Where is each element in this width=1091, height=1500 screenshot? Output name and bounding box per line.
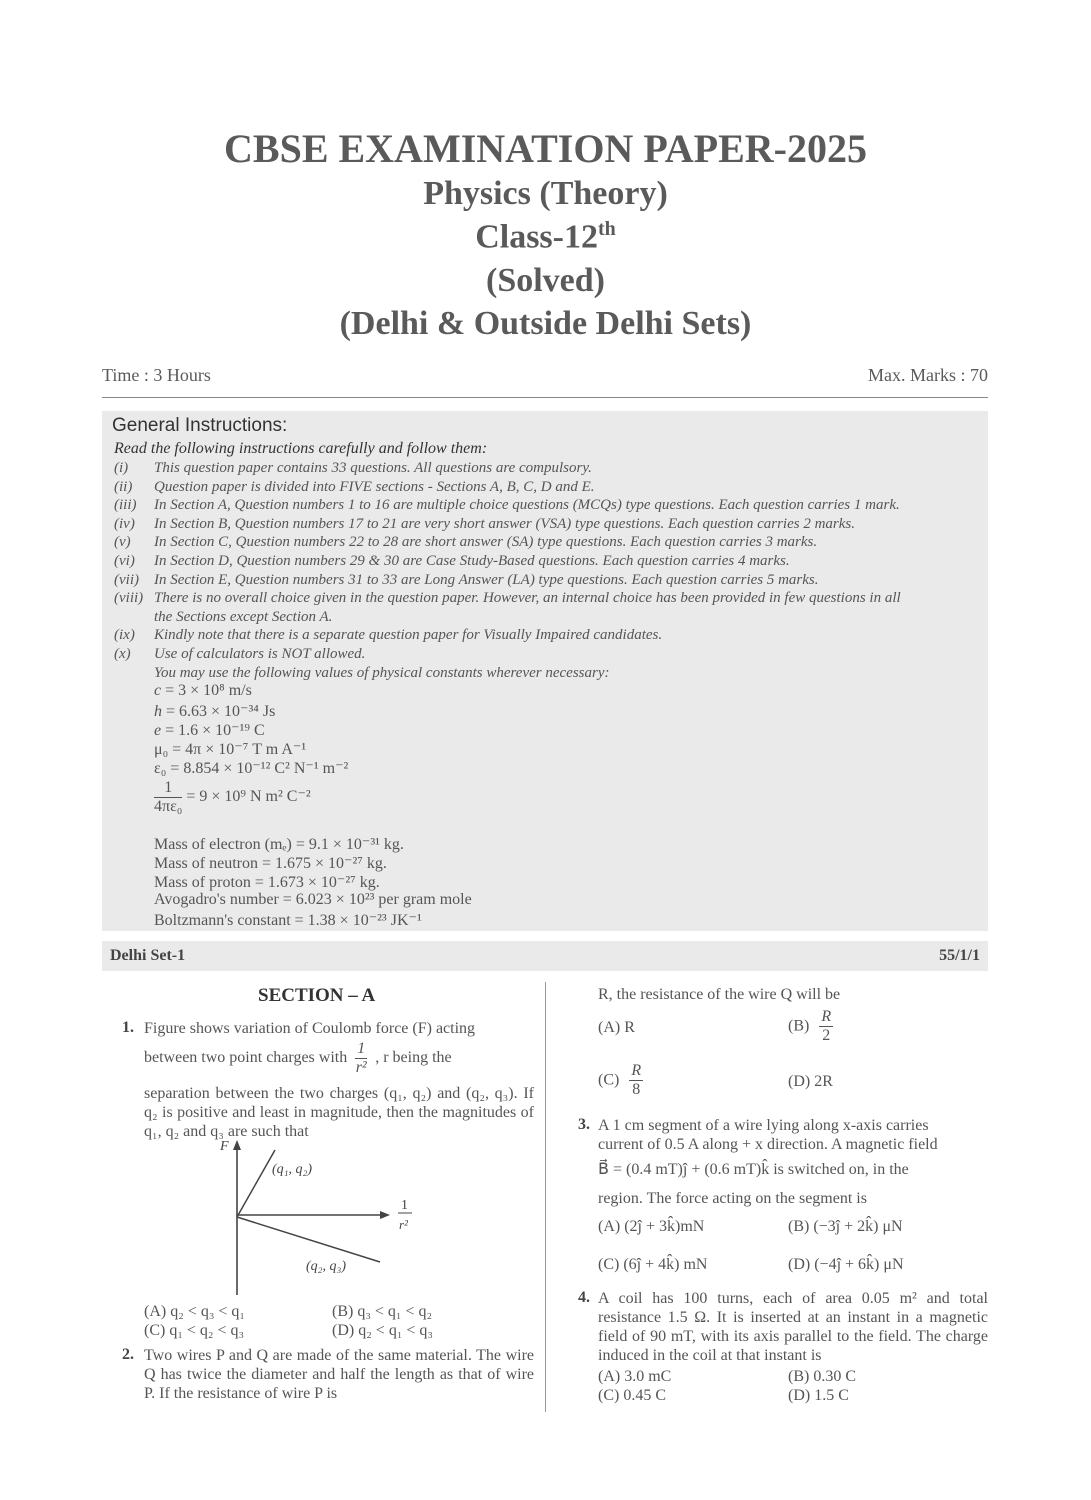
line-q1-q2 — [237, 1150, 275, 1217]
set-name: Delhi Set-1 — [110, 947, 186, 964]
q1-fraction: $\frac{1}{\text{r²}}$ — [355, 1040, 367, 1076]
q1-option-d[interactable]: (D) q₂ < q₁ < q₃ — [332, 1322, 433, 1339]
instruction-item — [114, 572, 819, 589]
constant-e: e = 1.6 × 10⁻¹⁹ C — [154, 722, 265, 739]
label-q2-q3: (q₂, q₃) — [306, 1259, 347, 1274]
constant-electron: Mass of electron (mₑ) = 9.1 × 10⁻³¹ kg. — [154, 836, 404, 853]
instruction-number: (vii) — [114, 571, 139, 588]
instruction-text: You may use the following values of physical constants wherever necessary: — [154, 664, 610, 681]
q1-line3: separation between the two charges (q₁, q₂) and (q₂, q₃). If q₂ is positive and least in magnitude, then the magnitudes of q₁, q₂ and q₃ are such that — [144, 1085, 534, 1140]
instruction-number: (v) — [114, 534, 131, 551]
set-code: 55/1/1 — [939, 947, 980, 964]
instruction-text: In Section C, Question numbers 22 to 28 are short answer (SA) type questions. Each question carries 3 marks. — [154, 534, 818, 551]
instruction-item — [114, 609, 332, 626]
instruction-item — [114, 553, 790, 570]
label-q1-q2: (q₁, q₂) — [272, 1162, 313, 1177]
instruction-item — [114, 590, 901, 607]
class-title — [0, 218, 1091, 256]
constant-avogadro: Avogadro's number = 6.023 × 10²³ per gram mole — [154, 891, 472, 908]
constant-c: c = 3 × 10⁸ m/s — [154, 682, 252, 699]
q3-line1: A 1 cm segment of a wire lying along x-axis carries — [598, 1117, 929, 1134]
instruction-item — [114, 665, 610, 682]
q4-text: A coil has 100 turns, each of area 0.05 m² and total resistance 1.5 Ω. It is inserted at an instant in a magnetic field of 90 mT, with its axis parallel to the field. The charge induced in the coil at that instant is — [598, 1290, 988, 1364]
instruction-item — [114, 627, 662, 644]
instruction-number: (ii) — [114, 478, 133, 495]
sets-title: (Delhi & Outside Delhi Sets) — [339, 305, 752, 342]
set-bar — [102, 941, 988, 971]
q3-option-d[interactable]: (D) (−4ĵ + 6k̂) μN — [788, 1256, 904, 1273]
y-axis-arrow — [233, 1140, 241, 1150]
class-label: Class-12 — [475, 218, 598, 256]
q2-continuation: R, the resistance of the wire Q will be — [598, 986, 841, 1003]
instruction-number: (viii) — [114, 590, 144, 607]
q1-option-c[interactable]: (C) q₁ < q₂ < q₃ — [144, 1322, 245, 1339]
instruction-number: (iv) — [114, 515, 135, 532]
x-axis-arrow — [380, 1211, 390, 1219]
general-instructions-box — [102, 411, 988, 931]
q1-option-b[interactable]: (B) q₃ < q₁ < q₂ — [332, 1303, 433, 1320]
q4-option-b[interactable]: (B) 0.30 C — [788, 1368, 856, 1385]
q2-number: 2. — [122, 1346, 134, 1363]
constant-coulomb: $\frac{1}{\text{4πε₀}}$ = 9 × 10⁹ N m² C⁻² — [154, 779, 311, 815]
paper-title: CBSE EXAMINATION PAPER-2025 — [224, 126, 867, 171]
time-label: Time : 3 Hours — [102, 365, 211, 385]
instruction-item — [114, 479, 595, 496]
instruction-item — [114, 460, 592, 477]
instruction-text: In Section D, Question numbers 29 & 30 are Case Study-Based questions. Each question carries 4 marks. — [154, 553, 790, 569]
instruction-text: Kindly note that there is a separate question paper for Visually Impaired candidates. — [154, 627, 663, 644]
graph-x-label-num: 1 — [401, 1198, 408, 1213]
q4-number: 4. — [578, 1289, 590, 1306]
q1-force-graph — [200, 1135, 440, 1300]
line-q2-q3 — [237, 1217, 380, 1262]
instruction-item — [114, 516, 855, 533]
instruction-number: (x) — [114, 646, 131, 662]
instruction-item — [114, 497, 900, 514]
q4-option-d[interactable]: (D) 1.5 C — [788, 1387, 849, 1404]
instruction-number: (ix) — [114, 627, 135, 644]
instruction-text: In Section E, Question numbers 31 to 33 are Long Answer (LA) type questions. Each question carries 5 marks. — [154, 571, 819, 588]
class-superscript: th — [598, 218, 616, 240]
instruction-text: Use of calculators is NOT allowed. — [154, 646, 366, 662]
q3-option-b[interactable]: (B) (−3ĵ + 2k̂) μN — [788, 1218, 903, 1235]
instruction-number: (i) — [114, 460, 129, 476]
constant-h: h = 6.63 × 10⁻³⁴ Js — [154, 703, 276, 720]
max-marks-label: Max. Marks : 70 — [868, 365, 988, 385]
header-rule — [102, 397, 988, 398]
q3-number: 3. — [578, 1116, 590, 1133]
section-a-heading: SECTION – A — [258, 985, 376, 1006]
subject-title: Physics (Theory) — [423, 175, 668, 212]
q1-line1: Figure shows variation of Coulomb force (F) acting — [144, 1020, 476, 1037]
q1-number: 1. — [122, 1019, 134, 1036]
q4-option-a[interactable]: (A) 3.0 mC — [598, 1368, 672, 1385]
graph-y-label: F — [220, 1139, 229, 1154]
q4-option-c[interactable]: (C) 0.45 C — [598, 1387, 666, 1404]
instruction-text: There is no overall choice given in the question paper. However, an internal choice has been provided in few questions in all — [154, 590, 901, 607]
instruction-text: This question paper contains 33 questions. All questions are compulsory. — [154, 460, 592, 476]
q1-line2: between two point charges with $\frac{1}{\text{r²}}$ , r being the — [144, 1040, 452, 1076]
q2-option-b[interactable]: (B) $\frac{R}{2}$ — [788, 1008, 832, 1044]
instructions-intro: Read the following instructions carefully and follow them: — [114, 440, 488, 457]
q2-option-c[interactable]: (C) $\frac{R}{8}$ — [598, 1062, 642, 1098]
q3-option-a[interactable]: (A) (2ĵ + 3k̂)mN — [598, 1218, 705, 1235]
instructions-heading: General Instructions: — [112, 415, 288, 436]
q2-text: Two wires P and Q are made of the same material. The wire Q has twice the diameter and half the length as that of wire P. If the resistance of wire P is — [144, 1347, 534, 1402]
instruction-number: (vi) — [114, 553, 135, 569]
column-divider — [545, 982, 546, 1412]
q3-line2: current of 0.5 A along + x direction. A magnetic field — [598, 1136, 938, 1153]
coulomb-fraction: $\frac{1}{\text{4πε₀}}$ — [154, 779, 183, 815]
q3-line4: region. The force acting on the segment is — [598, 1190, 867, 1207]
constant-boltzmann: Boltzmann's constant = 1.38 × 10⁻²³ JK⁻¹ — [154, 912, 422, 929]
instruction-text: Question paper is divided into FIVE sections - Sections A, B, C, D and E. — [154, 478, 595, 495]
solved-title: (Solved) — [486, 262, 605, 299]
constant-neutron: Mass of neutron = 1.675 × 10⁻²⁷ kg. — [154, 855, 387, 872]
instruction-text: In Section A, Question numbers 1 to 16 are multiple choice questions (MCQs) type questions. Each question carries 1 mark. — [154, 497, 900, 514]
q2-option-d[interactable]: (D) 2R — [788, 1073, 833, 1090]
constant-eps0: ε₀ = 8.854 × 10⁻¹² C² N⁻¹ m⁻² — [154, 760, 349, 777]
constant-mu0: μ₀ = 4π × 10⁻⁷ T m A⁻¹ — [154, 741, 307, 758]
instruction-number: (iii) — [114, 497, 137, 514]
instruction-item — [114, 646, 365, 663]
instruction-text: In Section B, Question numbers 17 to 21 are very short answer (VSA) type questions. Each question carries 2 marks. — [154, 515, 856, 532]
graph-x-label-den: r² — [399, 1217, 408, 1232]
q2-option-a[interactable]: (A) R — [598, 1019, 635, 1036]
instruction-item — [114, 534, 817, 551]
q3-option-c[interactable]: (C) (6ĵ + 4k̂) mN — [598, 1256, 708, 1273]
q1-option-a[interactable]: (A) q₂ < q₃ < q₁ — [144, 1303, 245, 1320]
q3-line3: B⃗ = (0.4 mT)ĵ + (0.6 mT)k̂ is switched on, in the — [598, 1161, 909, 1178]
constant-proton: Mass of proton = 1.673 × 10⁻²⁷ kg. — [154, 874, 380, 891]
instruction-text: the Sections except Section A. — [154, 608, 333, 625]
